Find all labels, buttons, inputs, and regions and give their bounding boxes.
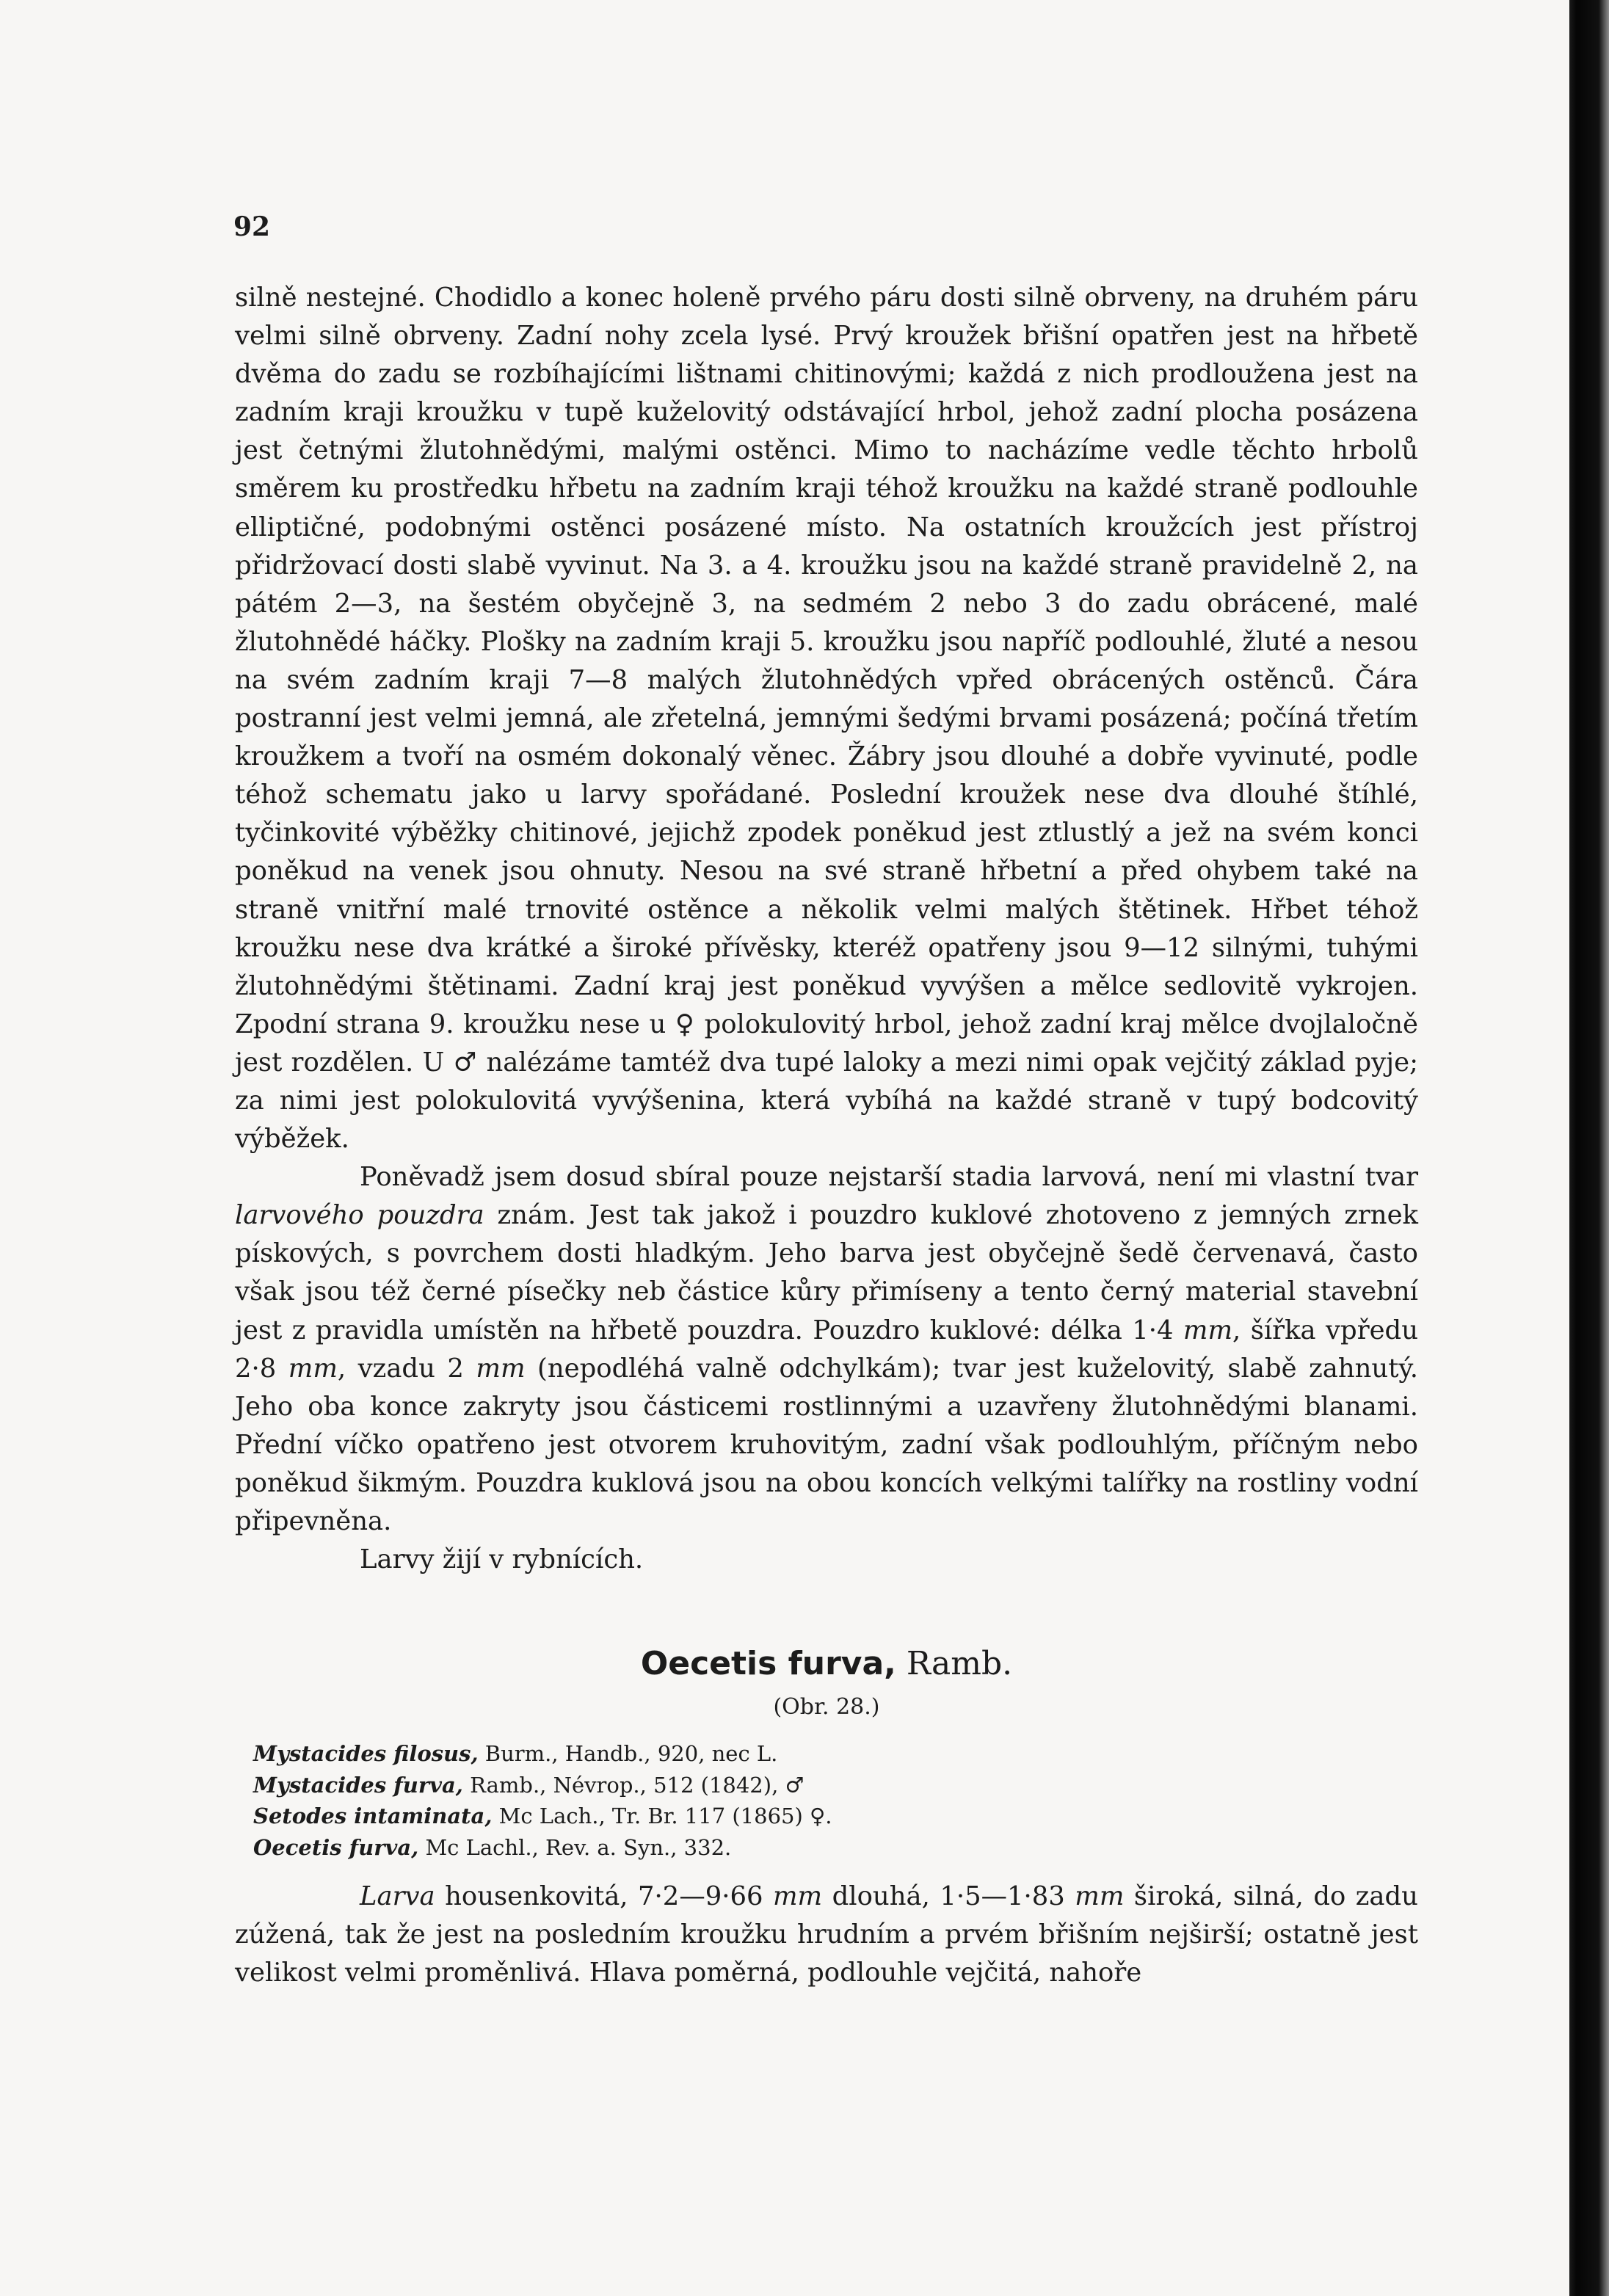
unit: mm <box>476 1353 526 1384</box>
text-fragment: široká, silná, do zadu zúžená, tak že jest na posledním kroužku hrudním a prvém břišním nejširší; ostatně jest velikost velmi proměnlivá. Hlava poměrná, podlouhle vejčitá, nahoře <box>235 1881 1418 1988</box>
text-fragment: housenkovitá, 7·2—9·66 <box>435 1881 773 1911</box>
synonym-reference: Ramb., Névrop., 512 (1842), ♂ <box>462 1772 804 1798</box>
synonymy-entry <box>253 1832 832 1864</box>
paragraph-larva-start <box>235 1878 1418 1992</box>
synonym-name: Setodes intaminata, <box>253 1803 493 1828</box>
main-text-block <box>235 279 1418 1579</box>
page-number: 92 <box>233 211 271 242</box>
synonymy-entry <box>253 1770 832 1801</box>
page-edge-shadow <box>1569 0 1609 2296</box>
figure-reference: (Obr. 28.) <box>773 1694 880 1720</box>
species-author: Ramb. <box>906 1645 1013 1682</box>
synonym-reference: Burm., Handb., 920, nec L. <box>478 1741 778 1766</box>
unit: mm <box>288 1353 338 1384</box>
synonym-name: Mystacides furva, <box>253 1772 463 1798</box>
text-fragment: dlouhá, 1·5—1·83 <box>822 1881 1075 1911</box>
synonymy-entry <box>253 1738 832 1770</box>
paragraph-case-description <box>235 1158 1418 1541</box>
text-fragment: Poněvadž jsem dosud sbíral pouze nejstarší stadia larvová, není mi vlastní tvar <box>360 1162 1418 1193</box>
paragraph-habitat: Larvy žijí v rybnících. <box>360 1544 644 1575</box>
text-fragment: (nepodléhá valně odchylkám); tvar jest kuželovitý, slabě zahnutý. Jeho oba konce zakryty jsou částicemi rostlinnými a uzavřeny žlutohnědými blanami. Přední víčko opatřeno jest otvorem kruhovitým, zadní však podlouhlým, příčným nebo poněkud šikmým. Pouzdra kuklová jsou na obou koncích velkými talířky na rostliny vodní připevněna. <box>235 1353 1418 1536</box>
paragraph-larval-description: silně nestejné. Chodidlo a konec holeně prvého páru dosti silně obrveny, na druhém páru velmi silně obrveny. Zadní nohy zcela lysé. Prvý kroužek břišní opatřen jest na hřbetě dvěma do zadu se rozbíhajícími lištnami chitinovými; každá z nich prodloužena jest na zadním kraji kroužku v tupě kuželovitý odstávající hrbol, jehož zadní plocha posázena jest četnými žlutohnědými, malými ostěnci. Mimo to nacházíme vedle těchto hrbolů směrem ku prostředku hřbetu na zadním kraji téhož kroužku na každé straně podlouhle elliptičné, podobnými ostěnci posázené místo. Na ostatních kroužcích jest přístroj přidržovací dosti slabě vyvinut. Na 3. a 4. kroužku jsou na každé straně pravidelně 2, na pátém 2—3, na šestém obyčejně 3, na sedmém 2 nebo 3 do zadu obrácené, malé žlutohnědé háčky. Plošky na zadním kraji 5. kroužku jsou napříč podlouhlé, žluté a nesou na svém zadním kraji 7—8 malých žlutohnědých vpřed obrácených ostěnců. Čára postranní jest velmi jemná, ale zřetelná, jemnými šedými brvami posázená; počíná třetím kroužkem a tvoří na osmém dokonalý věnec. Žábry jsou dlouhé a dobře vyvinuté, podle téhož schematu jako u larvy spořádané. Poslední kroužek nese dva dlouhé štíhlé, tyčinkovité výběžky chitinové, jejichž zpodek poněkud jest ztlustlý a jež na svém konci poněkud na venek jsou ohnuty. Nesou na své straně hřbetní a před ohybem také na straně vnitřní malé trnovité ostěnce a několik velmi malých štětinek. Hřbet téhož kroužku nese dva krátké a široké přívěsky, kteréž opatřeny jsou 9—12 silnými, tuhými žlutohnědými štětinami. Zadní kraj jest poněkud vyvýšen a mělce sedlovitě vykrojen. Zpodní strana 9. kroužku nese u ♀ polokulovitý hrbol, jehož zadní kraj mělce dvojlaločně jest rozdělen. U ♂ nalézáme tamtéž dva tupé laloky a mezi nimi opak vejčitý základ pyje; za nimi jest polokulovitá vyvýšenina, která vybíhá na každé straně v tupý bodcovitý výběžek. <box>235 283 1418 1155</box>
text-fragment: , vzadu 2 <box>337 1353 476 1384</box>
synonym-reference: Mc Lach., Tr. Br. 117 (1865) ♀. <box>492 1803 832 1828</box>
unit: mm <box>1183 1315 1233 1345</box>
text-fragment: znám. Jest tak jakož i pouzdro kuklové zhotoveno z jemných zrnek pískových, s povrchem dosti hladkým. Jeho barva jest obyčejně šedě červenavá, často však jsou též černé písečky neb částice kůry přimíseny a tento černý material stavební jest z pravidla umístěn na hřbetě pouzdra. Pouzdro kuklové: délka 1·4 <box>235 1200 1418 1345</box>
larva-description-block <box>235 1878 1418 1992</box>
unit: mm <box>773 1881 823 1911</box>
synonym-reference: Mc Lachl., Rev. a. Syn., 332. <box>418 1834 732 1860</box>
species-heading <box>235 1644 1418 1684</box>
unit: mm <box>1075 1881 1125 1911</box>
text-fragment: , šířka vpředu 2·8 <box>235 1315 1418 1384</box>
synonymy-entry <box>253 1801 832 1832</box>
synonymy-list <box>253 1738 832 1863</box>
synonym-name: Mystacides filosus, <box>253 1741 479 1766</box>
species-name: Oecetis furva, <box>640 1645 896 1682</box>
italic-term: Larva <box>360 1881 435 1911</box>
synonym-name: Oecetis furva, <box>253 1834 419 1860</box>
italic-term: larvového pouzdra <box>235 1200 484 1231</box>
